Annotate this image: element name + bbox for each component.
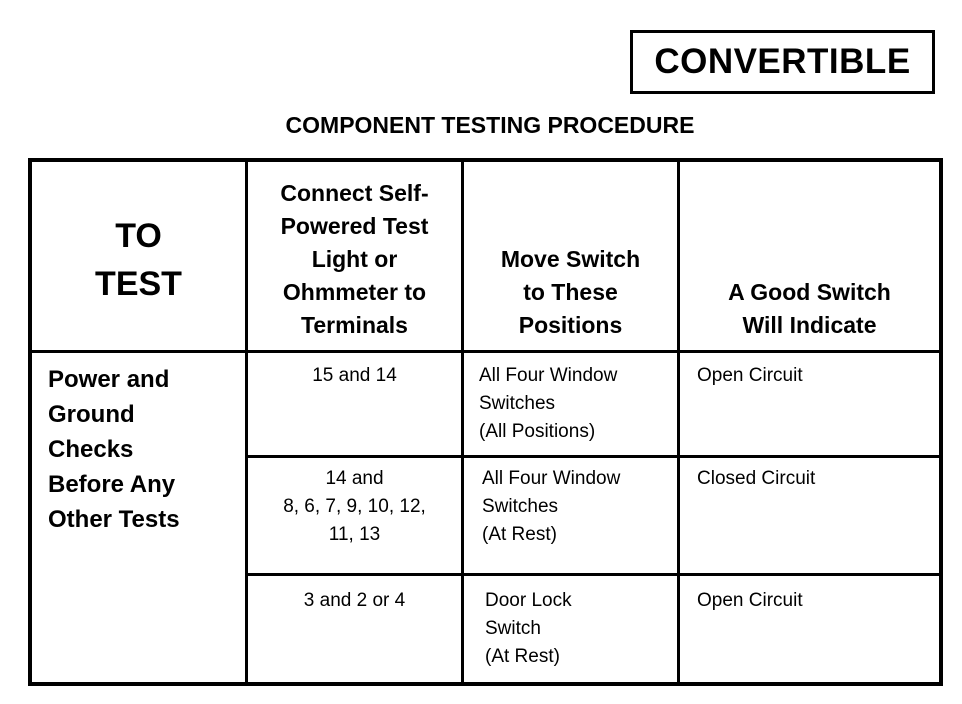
terminals-text: 15 and 14 [312, 365, 397, 386]
terminals-text: 11, 13 [328, 524, 381, 545]
terminals-text: 3 and 2 or 4 [303, 590, 406, 611]
header-positions-line: Positions [518, 312, 623, 338]
row-label-line: Other Tests [48, 506, 180, 533]
page-title: COMPONENT TESTING PROCEDURE [285, 112, 695, 138]
positions-cell [464, 458, 677, 573]
positions-text: (At Rest) [485, 646, 560, 667]
header-indication-line: A Good Switch [728, 279, 891, 305]
header-to-test [32, 162, 245, 350]
positions-text: Switches [482, 496, 559, 517]
header-indication [680, 162, 939, 350]
header-terminals-line: Terminals [301, 312, 408, 338]
result-text: Closed Circuit [697, 468, 816, 489]
row-label [32, 353, 245, 682]
header-terminals-line: Light or [311, 246, 398, 272]
convertible-badge: CONVERTIBLE [630, 30, 935, 94]
result-cell [680, 458, 939, 573]
terminals-text: 14 and [325, 468, 384, 489]
result-cell [680, 353, 939, 455]
row-label-line: Checks [48, 436, 134, 463]
positions-cell [464, 576, 677, 682]
header-terminals-line: Ohmmeter to [282, 279, 427, 305]
header-indication-line: Will Indicate [742, 312, 877, 338]
row-label-line: Ground [48, 401, 135, 428]
row-label-line: Before Any [48, 471, 176, 498]
row-label-line: Power and [48, 366, 170, 393]
positions-text: (At Rest) [482, 524, 557, 545]
header-positions-line: Move Switch [500, 246, 641, 272]
header-terminals-line: Powered Test [280, 213, 429, 239]
header-terminals-line: Connect Self- [280, 180, 429, 206]
positions-cell [464, 353, 677, 455]
positions-text: All Four Window [479, 365, 618, 386]
header-positions-line: to These [523, 279, 618, 305]
positions-text: All Four Window [482, 468, 621, 489]
result-text: Open Circuit [697, 365, 803, 386]
result-cell [680, 576, 939, 682]
positions-text: Switches [479, 393, 556, 414]
header-terminals [248, 162, 461, 350]
procedure-table [28, 158, 943, 686]
header-to-test-line: TO [115, 217, 162, 255]
terminals-cell [248, 576, 461, 682]
terminals-cell [248, 458, 461, 573]
header-positions [464, 162, 677, 350]
positions-text: Switch [485, 618, 541, 639]
result-text: Open Circuit [697, 590, 803, 611]
terminals-text: 8, 6, 7, 9, 10, 12, [283, 496, 426, 517]
positions-text: Door Lock [485, 590, 572, 611]
terminals-cell [248, 353, 461, 455]
header-to-test-line: TEST [95, 265, 182, 303]
positions-text: (All Positions) [479, 421, 596, 442]
